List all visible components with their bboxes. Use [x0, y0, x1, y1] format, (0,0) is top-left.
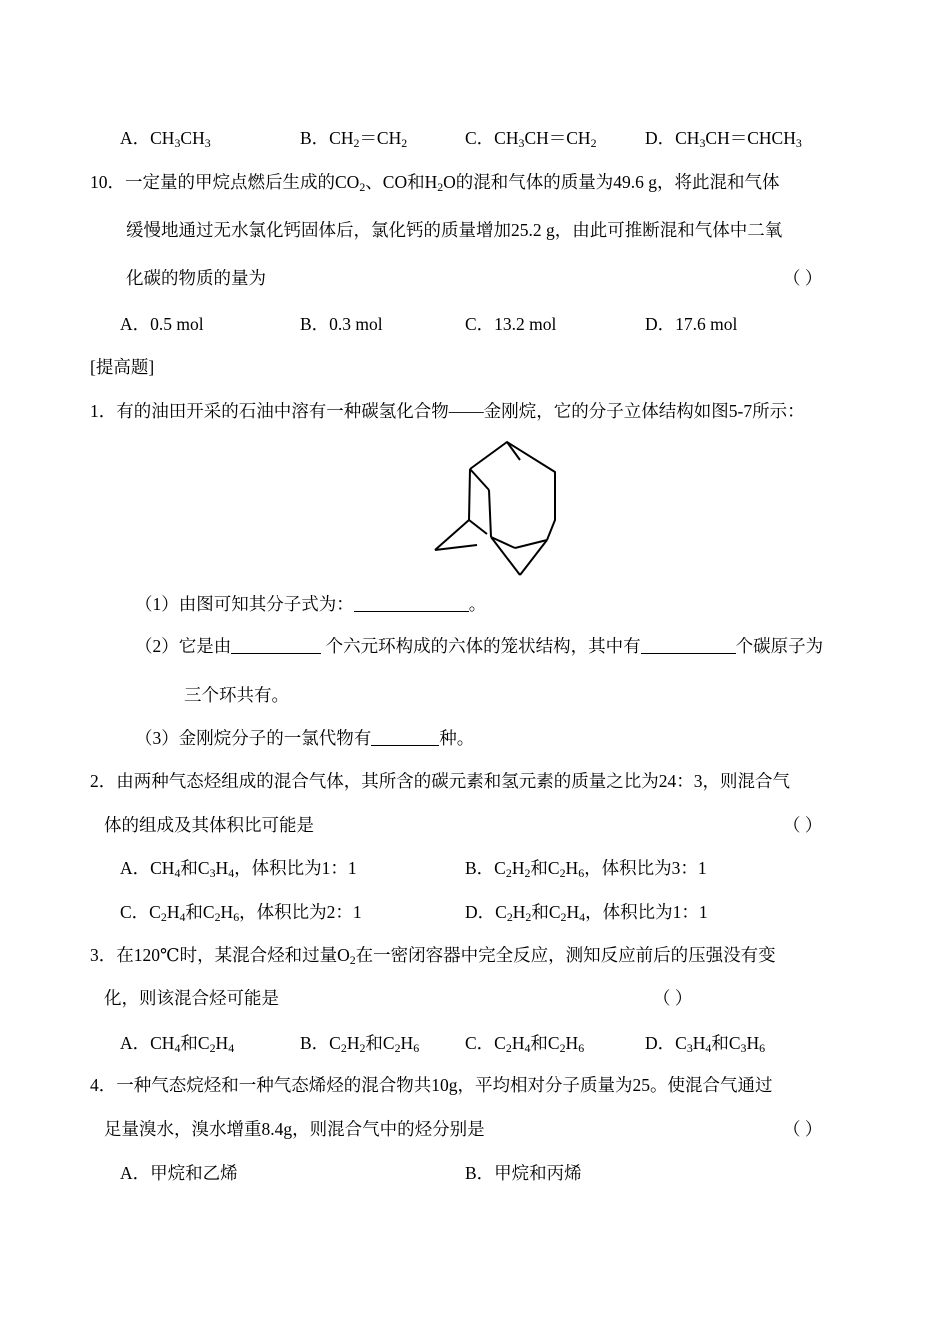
section-title: [提高题]	[90, 357, 155, 377]
p3-option-c: C．$C_2H_4$和$C_2H_6$	[465, 1033, 585, 1055]
q10-stem-line1: 10．一定量的甲烷点燃后生成的$CO_2$、CO和$H_2O$的混和气体的质量为49.6 g，将此混和气体	[90, 172, 780, 194]
q9-option-c: C．$CH_3CH=CH_2$	[465, 128, 597, 150]
p3-option-a: A．$CH_4$和$C_2H_4$	[120, 1033, 235, 1055]
adamantane-structure-figure	[425, 432, 565, 582]
p4-answer-paren: （ ）	[783, 1119, 823, 1139]
p3-option-b: B．$C_2H_2$和$C_2H_6$	[300, 1033, 420, 1055]
p1-sub2-blank-a[interactable]	[231, 635, 321, 654]
p4-stem-line1: 4．一种气态烷烃和一种气态烯烃的混合物共10g，平均相对分子质量为25。使混合气通过	[90, 1075, 773, 1095]
p1-sub2-blank-b[interactable]	[641, 635, 736, 654]
q10-answer-paren: （ ）	[783, 268, 823, 288]
q9-option-b: B．$CH_2=CH_2$	[300, 128, 408, 150]
p1-sub2-line1: （2）它是由 个六元环构成的六体的笼状结构，其中有 个碳原子为	[135, 636, 824, 656]
p3-answer-paren: （ ）	[653, 988, 693, 1008]
p2-answer-paren: （ ）	[783, 815, 823, 835]
p3-option-d: D．$C_3H_4$和$C_3H_6$	[645, 1033, 766, 1055]
q10-option-d: D．17.6 mol	[645, 314, 738, 334]
p4-option-a: A．甲烷和乙烯	[120, 1163, 238, 1183]
q10-option-a: A．0.5 mol	[120, 314, 204, 334]
p4-option-b: B．甲烷和丙烯	[465, 1163, 582, 1183]
p2-option-a: A．$CH_4$和$C_3H_4$，体积比为1：1	[120, 858, 357, 880]
p1-sub1-blank[interactable]	[354, 593, 469, 612]
q10-stem-line3: 化碳的物质的量为	[126, 268, 266, 288]
p2-stem-line2: 体的组成及其体积比可能是	[104, 815, 314, 835]
p2-stem-line1: 2．由两种气态烃组成的混合气体，其所含的碳元素和氢元素的质量之比为24：3，则混合气	[90, 771, 790, 791]
p1-sub3-blank[interactable]	[371, 727, 439, 746]
p4-stem-line2: 足量溴水，溴水增重8.4g，则混合气中的烃分别是	[104, 1119, 485, 1139]
p1-sub1: （1）由图可知其分子式为： 。	[135, 594, 487, 614]
p1-sub3: （3）金刚烷分子的一氯代物有 种。	[135, 728, 475, 748]
q10-option-b: B．0.3 mol	[300, 314, 383, 334]
q9-option-a: A．$CH_3CH_3$	[120, 128, 211, 150]
p1-sub2-line2: 三个环共有。	[184, 685, 289, 705]
p2-option-c: C．$C_2H_4$和$C_2H_6$，体积比为2：1	[120, 902, 362, 924]
q10-stem-line2: 缓慢地通过无水氯化钙固体后，氯化钙的质量增加25.2 g，由此可推断混和气体中二氧	[126, 220, 783, 240]
q10-option-c: C．13.2 mol	[465, 314, 557, 334]
p2-option-b: B．$C_2H_2$和$C_2H_6$，体积比为3：1	[465, 858, 707, 880]
p3-stem-line2: 化，则该混合烃可能是	[104, 988, 279, 1008]
p2-option-d: D．$C_2H_2$和$C_2H_4$，体积比为1：1	[465, 902, 708, 924]
p1-stem: 1．有的油田开采的石油中溶有一种碳氢化合物——金刚烷，它的分子立体结构如图5-7所示：	[90, 401, 805, 421]
q9-option-d: D．$CH_3CH=CHCH_3$	[645, 128, 802, 150]
p3-stem-line1: 3．在120℃时，某混合烃和过量$O_2$在一密闭容器中完全反应，测知反应前后的压强没有变	[90, 945, 776, 967]
